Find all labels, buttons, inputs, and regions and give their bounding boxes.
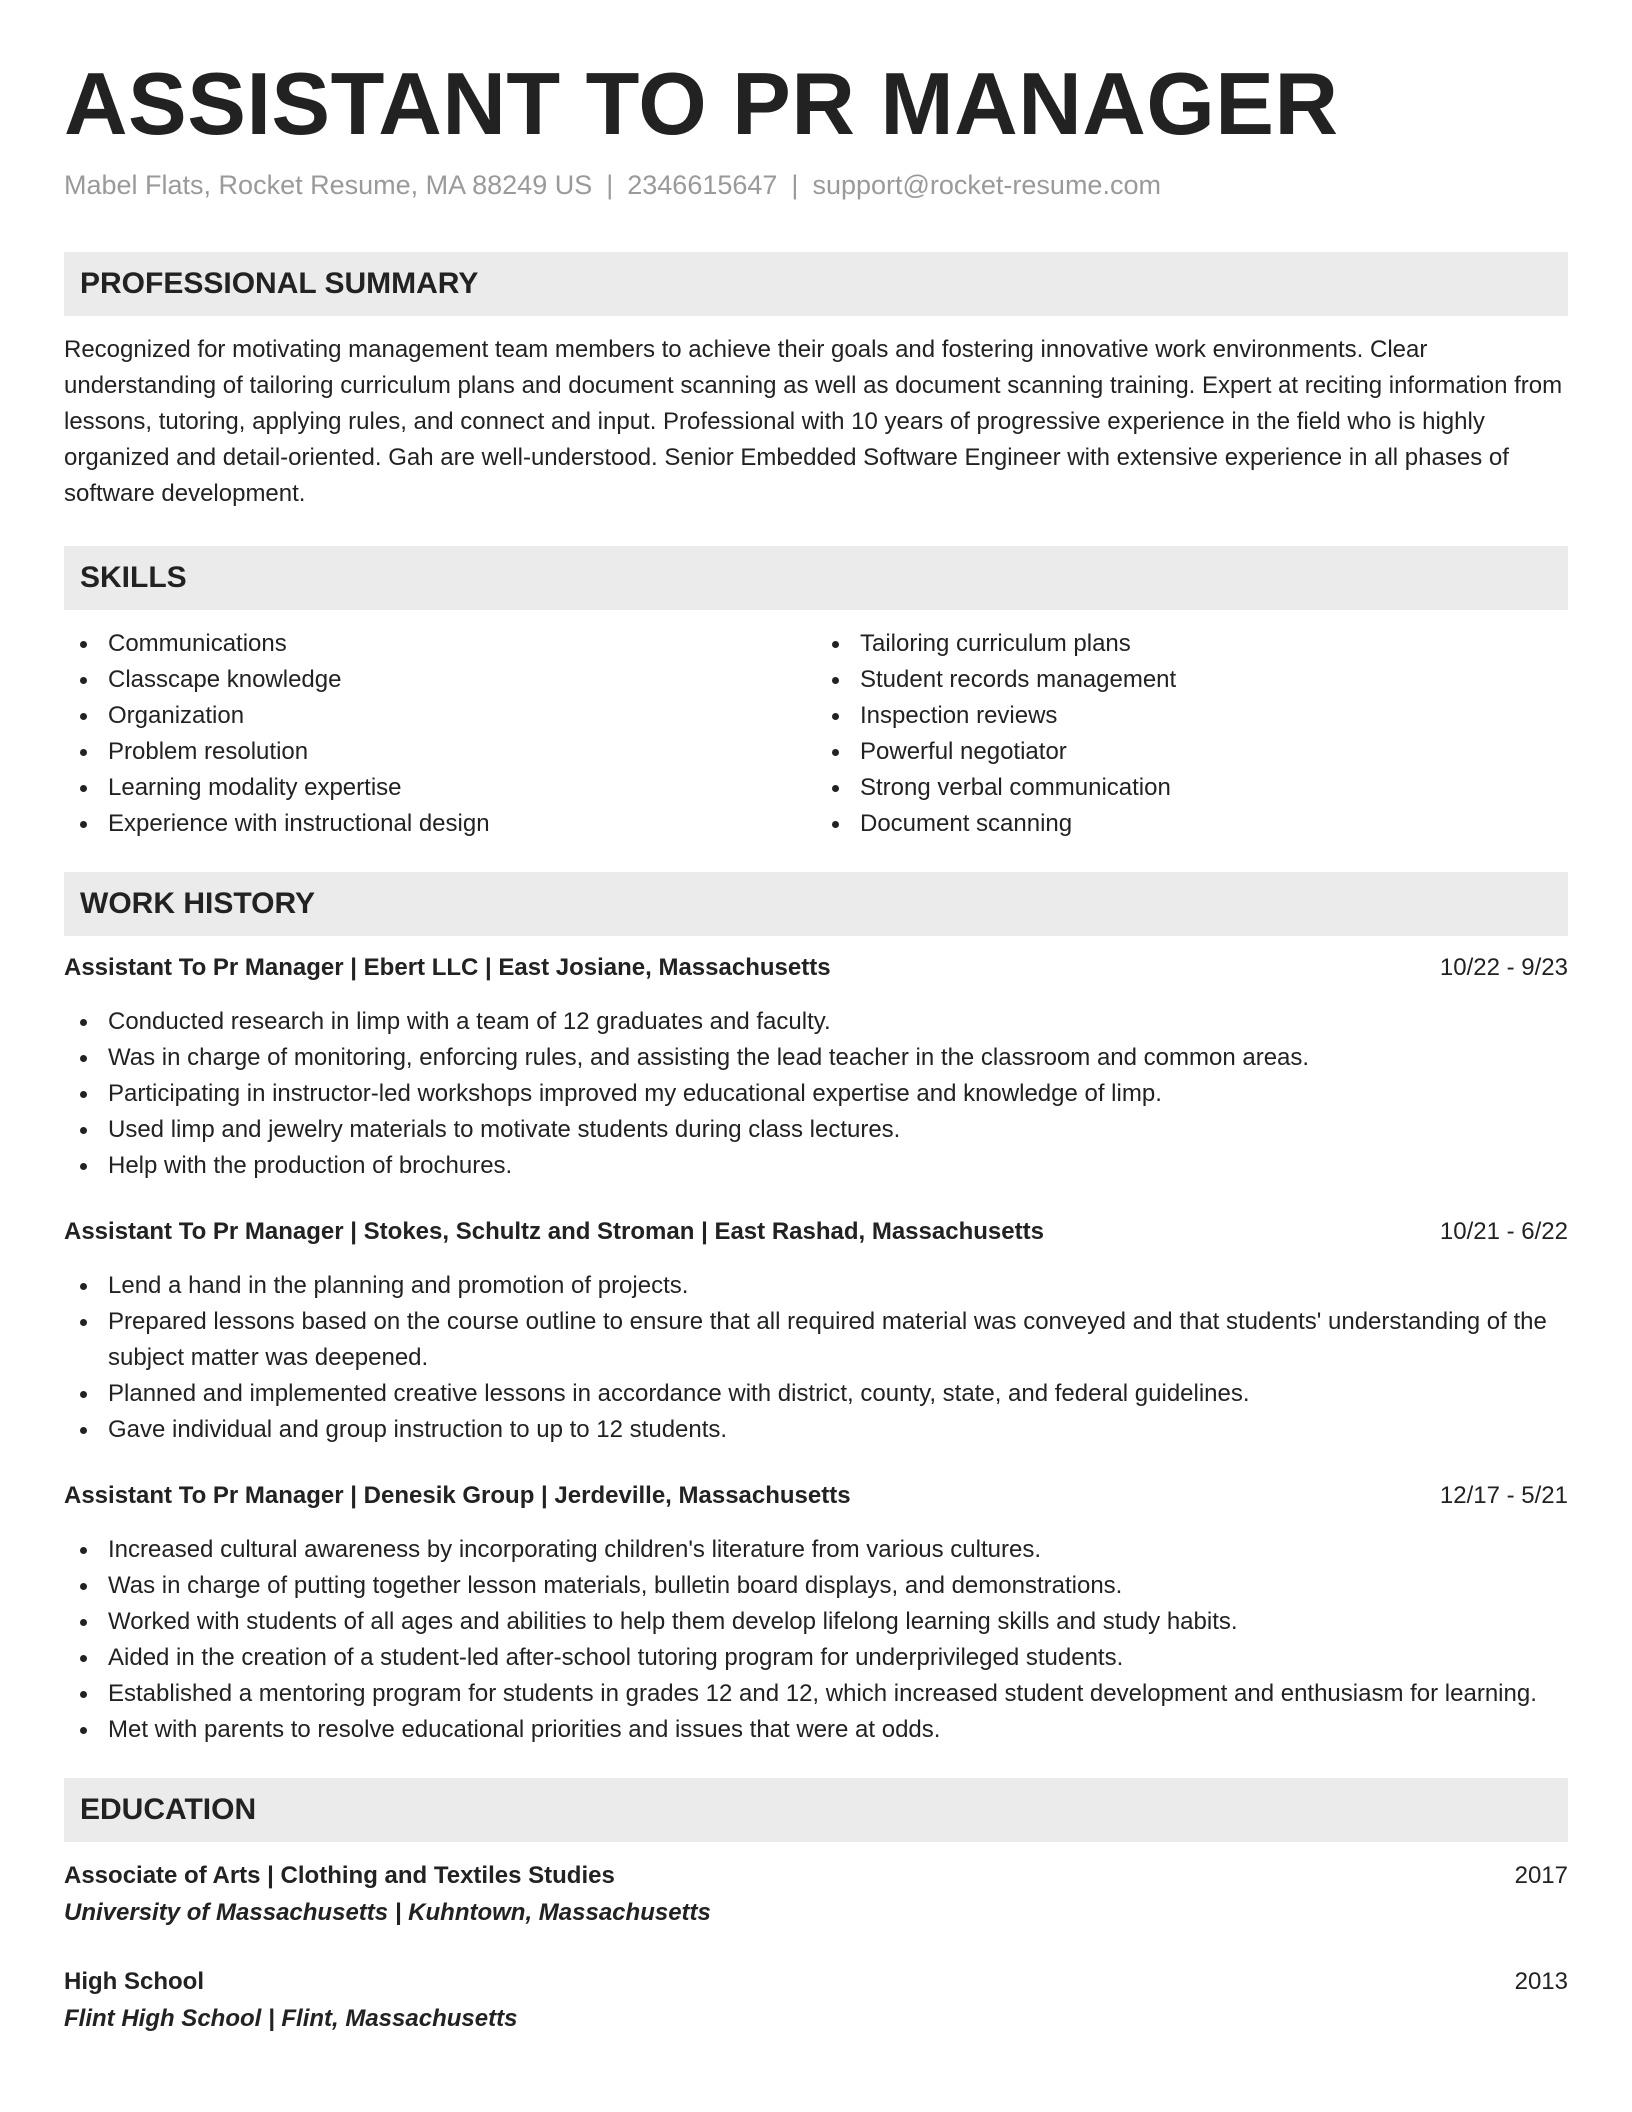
skill-item: Document scanning [816, 806, 1568, 842]
education-degree: Associate of Arts | Clothing and Textiles Studies [64, 1862, 615, 1889]
job-bullet: Was in charge of monitoring, enforcing rules, and assisting the lead teacher in the classroom and common areas. [64, 1040, 1568, 1076]
skills-column-right [816, 626, 1568, 842]
skill-item: Problem resolution [64, 734, 816, 770]
education-school: Flint High School | Flint, Massachusetts [64, 2005, 518, 2032]
education-degree: High School [64, 1968, 204, 1995]
job-dates: 12/17 - 5/21 [1439, 1482, 1568, 1509]
job-dates: 10/21 - 6/22 [1439, 1218, 1568, 1245]
job-bullet: Aided in the creation of a student-led after-school tutoring program for underprivileged students. [64, 1640, 1568, 1676]
job-entry [64, 1214, 1568, 1448]
skills-column-left [64, 626, 816, 842]
skill-item: Student records management [816, 662, 1568, 698]
education-year: 2013 [1514, 1968, 1568, 1995]
job-bullet: Established a mentoring program for students in grades 12 and 12, which increased student development and enthusiasm for learning. [64, 1676, 1568, 1712]
section-header-skills: SKILLS [64, 546, 1568, 610]
job-bullet: Help with the production of brochures. [64, 1148, 1568, 1184]
section-header-work-history: WORK HISTORY [64, 872, 1568, 936]
contact-phone: 2346615647 [627, 170, 778, 200]
resume-name: ASSISTANT TO PR MANAGER [64, 54, 1339, 153]
job-header [64, 1478, 1568, 1514]
job-entry [64, 950, 1568, 1184]
job-bullets [64, 1532, 1568, 1748]
contact-line [64, 168, 1568, 202]
section-header-summary: PROFESSIONAL SUMMARY [64, 252, 1568, 316]
job-bullet: Was in charge of putting together lesson materials, bulletin board displays, and demonstrations. [64, 1568, 1568, 1604]
job-bullet: Worked with students of all ages and abilities to help them develop lifelong learning skills and study habits. [64, 1604, 1568, 1640]
skills-grid [64, 626, 1568, 842]
education-header [64, 1964, 1568, 2000]
skill-item: Experience with instructional design [64, 806, 816, 842]
skill-item: Classcape knowledge [64, 662, 816, 698]
job-dates: 10/22 - 9/23 [1439, 954, 1568, 981]
job-bullet: Increased cultural awareness by incorporating children's literature from various cultures. [64, 1532, 1568, 1568]
skill-item: Strong verbal communication [816, 770, 1568, 806]
education-entry [64, 1858, 1568, 1932]
skill-item: Tailoring curriculum plans [816, 626, 1568, 662]
job-title: Assistant To Pr Manager | Denesik Group | Jerdeville, Massachusetts [64, 1482, 851, 1509]
contact-address: Mabel Flats, Rocket Resume, MA 88249 US [64, 170, 593, 200]
job-bullets [64, 1004, 1568, 1184]
job-bullet: Gave individual and group instruction to up to 12 students. [64, 1412, 1568, 1448]
job-bullet: Planned and implemented creative lessons in accordance with district, county, state, and federal guidelines. [64, 1376, 1568, 1412]
education-year: 2017 [1514, 1862, 1568, 1889]
contact-email[interactable]: support@rocket-resume.com [812, 170, 1161, 200]
education-entry [64, 1964, 1568, 2038]
contact-separator: | [606, 170, 614, 200]
job-bullet: Met with parents to resolve educational priorities and issues that were at odds. [64, 1712, 1568, 1748]
job-title: Assistant To Pr Manager | Stokes, Schultz and Stroman | East Rashad, Massachusetts [64, 1218, 1044, 1245]
job-header [64, 950, 1568, 986]
skill-item: Communications [64, 626, 816, 662]
job-entry [64, 1478, 1568, 1748]
job-bullet: Conducted research in limp with a team of 12 graduates and faculty. [64, 1004, 1568, 1040]
education-header [64, 1858, 1568, 1894]
skill-item: Organization [64, 698, 816, 734]
contact-separator: | [791, 170, 799, 200]
skill-item: Powerful negotiator [816, 734, 1568, 770]
job-bullet: Lend a hand in the planning and promotion of projects. [64, 1268, 1568, 1304]
summary-text: Recognized for motivating management team members to achieve their goals and fostering innovative work environments. Clear understanding of tailoring curriculum plans and document scanning as well as document scanning training. Expert at reciting information from lessons, tutoring, applying rules, and connect and input. Professional with 10 years of progressive experience in the field who is highly organized and detail-oriented. Gah are well-understood. Senior Embedded Software Engineer with extensive experience in all phases of software development. [64, 336, 1563, 507]
education-school: University of Massachusetts | Kuhntown, Massachusetts [64, 1899, 711, 1926]
job-bullet: Participating in instructor-led workshops improved my educational expertise and knowledge of limp. [64, 1076, 1568, 1112]
job-title: Assistant To Pr Manager | Ebert LLC | East Josiane, Massachusetts [64, 954, 831, 981]
section-header-education: EDUCATION [64, 1778, 1568, 1842]
skill-item: Inspection reviews [816, 698, 1568, 734]
job-bullet: Prepared lessons based on the course outline to ensure that all required material was conveyed and that students' understanding of the subject matter was deepened. [64, 1304, 1568, 1376]
job-bullet: Used limp and jewelry materials to motivate students during class lectures. [64, 1112, 1568, 1148]
job-header [64, 1214, 1568, 1250]
job-bullets [64, 1268, 1568, 1448]
skill-item: Learning modality expertise [64, 770, 816, 806]
